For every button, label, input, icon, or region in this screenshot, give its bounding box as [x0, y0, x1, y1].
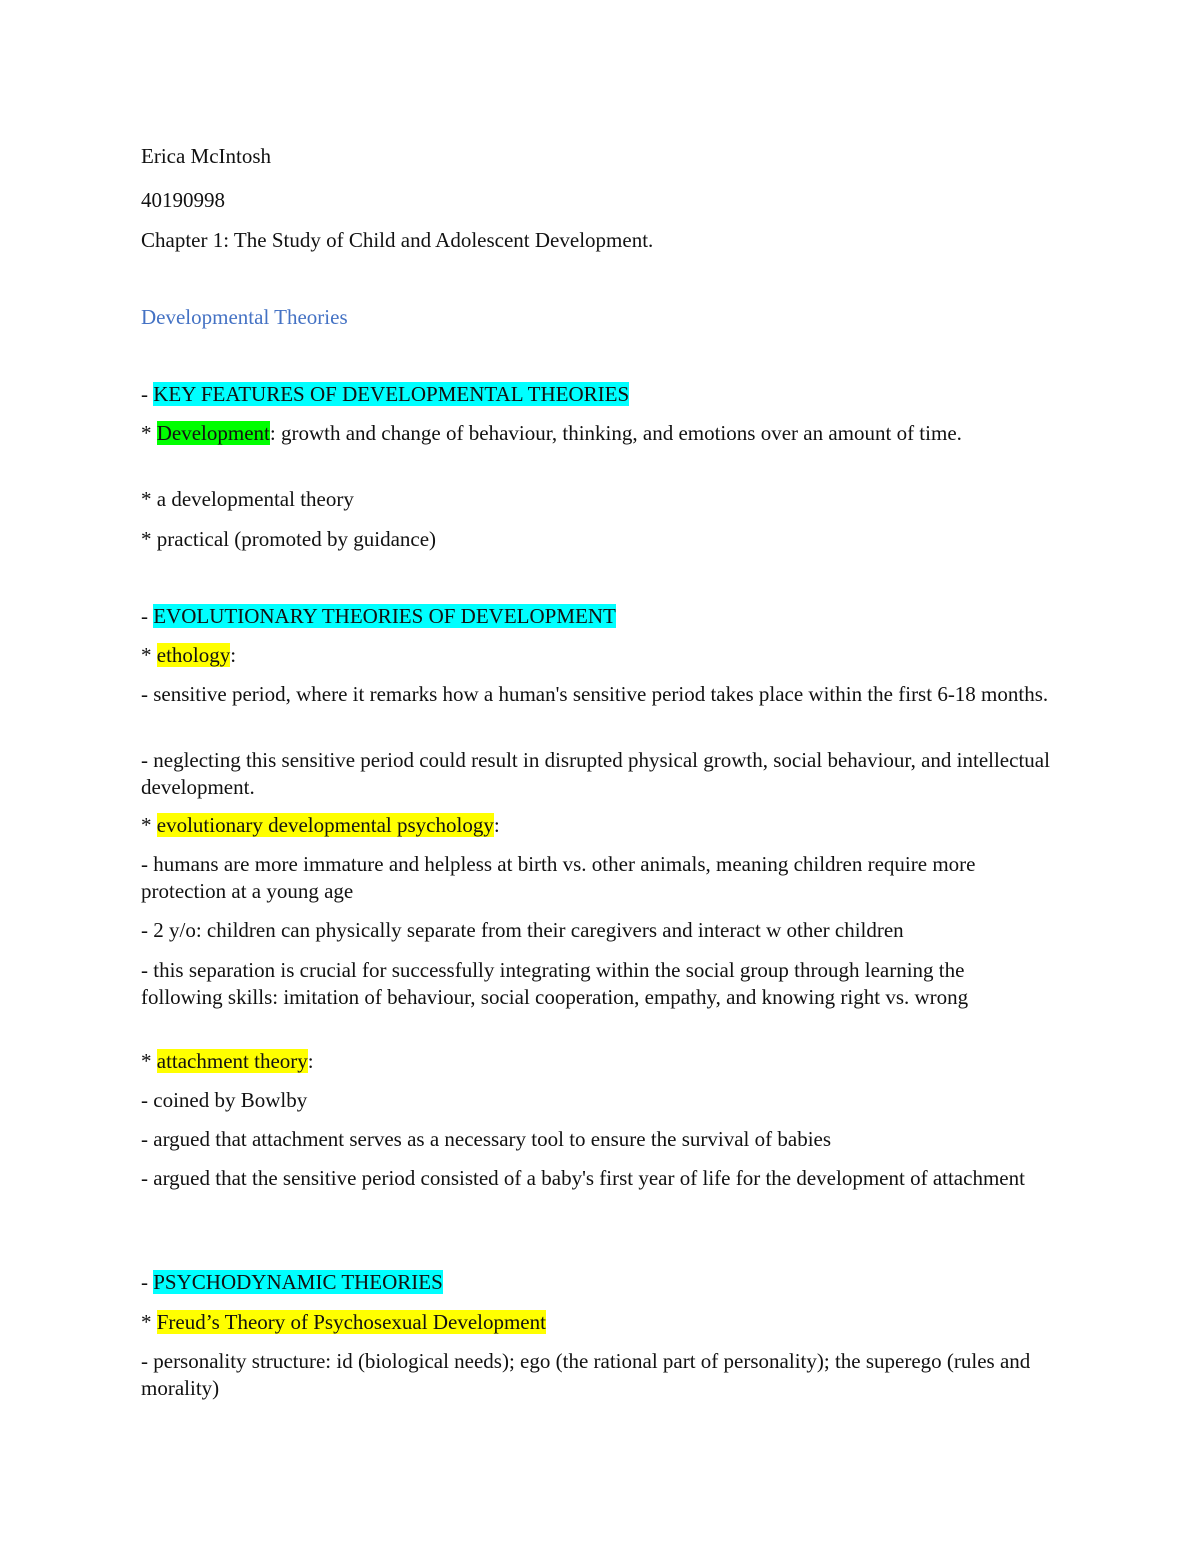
term-highlight: attachment theory: [156, 1049, 308, 1073]
section-title-highlight: KEY FEATURES OF DEVELOPMENTAL THEORIES: [153, 382, 630, 406]
section-dash: -: [141, 382, 154, 406]
section-heading: [141, 381, 1051, 408]
section-dash: -: [141, 1270, 154, 1294]
bullet-star: *: [141, 1049, 157, 1073]
section-title-highlight: EVOLUTIONARY THEORIES OF DEVELOPMENT: [153, 604, 616, 628]
point-line: - argued that attachment serves as a necessary tool to ensure the survival of babies: [141, 1127, 832, 1151]
bullet-star: *: [141, 813, 157, 837]
point-line: - coined by Bowlby: [141, 1088, 308, 1112]
author-name: Erica McIntosh: [141, 144, 272, 168]
term-colon: :: [230, 643, 237, 667]
point-line: - personality structure: id (biological needs); ego (the rational part of personality); the superego (rules and morality): [141, 1349, 1031, 1400]
point-line: - argued that the sensitive period consisted of a baby's first year of life for the development of attachment: [141, 1166, 1025, 1190]
bullet-star: *: [141, 643, 157, 667]
point-line: - neglecting this sensitive period could result in disrupted physical growth, social behaviour, and intellectual development.: [141, 748, 1050, 799]
section-heading: [141, 1269, 1051, 1296]
term-highlight: Freud’s Theory of Psychosexual Development: [156, 1310, 546, 1334]
doc-heading: Developmental Theories: [141, 305, 348, 329]
section-heading: [141, 603, 1051, 630]
bullet-line: * a developmental theory: [141, 487, 354, 511]
point-line: - this separation is crucial for successfully integrating within the social group through learning the following skills: imitation of behaviour, social cooperation, empathy, and knowing right vs. wrong: [141, 958, 969, 1009]
student-id: 40190998: [141, 188, 225, 212]
term-line: [141, 1048, 1051, 1075]
term-highlight: Development: [156, 421, 270, 445]
section-title-highlight: PSYCHODYNAMIC THEORIES: [153, 1270, 443, 1294]
bullet-star: *: [141, 421, 157, 445]
bullet-star: *: [141, 1310, 157, 1334]
term-colon: :: [493, 813, 500, 837]
term-line: [141, 812, 1051, 839]
term-line: [141, 642, 1051, 669]
bullet-line: * practical (promoted by guidance): [141, 527, 437, 551]
term-highlight: evolutionary developmental psychology: [156, 813, 494, 837]
chapter-title: Chapter 1: The Study of Child and Adolescent Development.: [141, 228, 654, 252]
definition-line: [141, 420, 1051, 447]
point-line: - sensitive period, where it remarks how a human's sensitive period takes place within the first 6-18 months.: [141, 682, 1049, 706]
term-line: [141, 1309, 1051, 1336]
section-dash: -: [141, 604, 154, 628]
point-line: - humans are more immature and helpless at birth vs. other animals, meaning children require more protection at a young age: [141, 852, 976, 903]
definition-text: : growth and change of behaviour, thinking, and emotions over an amount of time.: [269, 421, 962, 445]
point-line: - 2 y/o: children can physically separate from their caregivers and interact w other children: [141, 918, 904, 942]
term-highlight: ethology: [156, 643, 231, 667]
term-colon: :: [307, 1049, 314, 1073]
